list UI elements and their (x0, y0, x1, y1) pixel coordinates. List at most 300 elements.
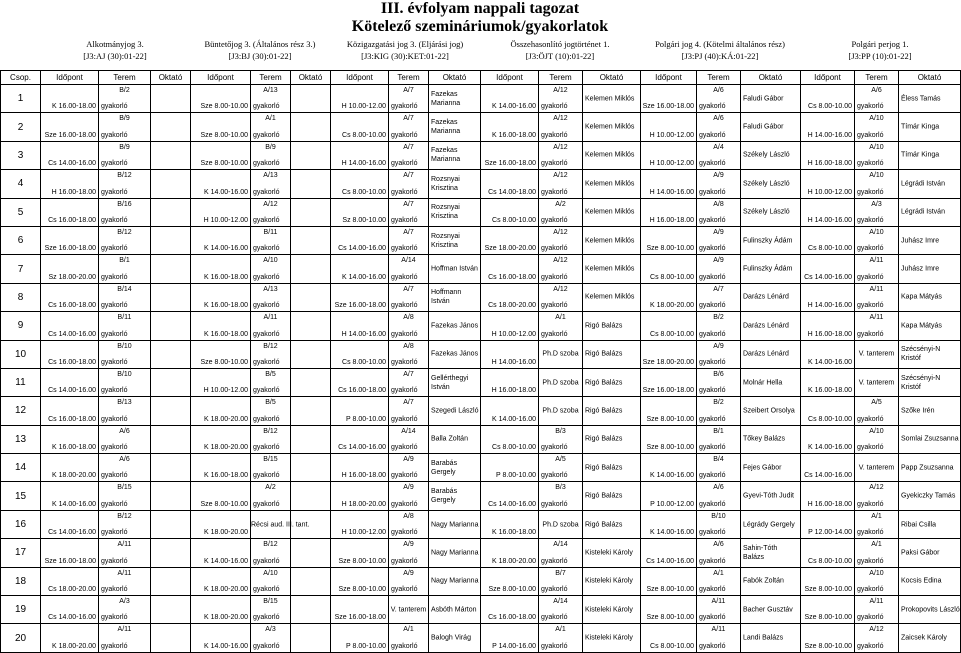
room-text: B/10 (117, 342, 132, 350)
teacher-cell (151, 226, 191, 254)
room-type-text: gyakorló (541, 188, 568, 196)
header-teacher: Oktató (151, 71, 191, 85)
room-type-text: gyakorló (253, 358, 280, 366)
room-text: Récsi aud. III. tant. (251, 521, 310, 529)
teacher-text: Légrádi István (901, 180, 945, 188)
time-cell (481, 198, 539, 226)
teacher-cell (741, 198, 801, 226)
group-number: 2 (1, 113, 41, 141)
room-cell (389, 312, 429, 340)
time-cell (641, 255, 697, 283)
room-cell (697, 113, 741, 141)
room-text: A/12 (553, 143, 568, 151)
group-number: 9 (1, 312, 41, 340)
room-type-text: gyakorló (857, 586, 884, 594)
time-cell (641, 368, 697, 396)
teacher-cell (429, 624, 481, 652)
room-text: B/15 (117, 484, 132, 492)
room-text: A/3 (265, 626, 276, 634)
time-cell (331, 85, 389, 113)
room-text: A/7 (403, 228, 414, 236)
course-name: Alkotmányjog 3. (86, 39, 144, 49)
time-cell (191, 539, 251, 567)
room-text: V. tanterem (858, 379, 895, 387)
teacher-cell (151, 85, 191, 113)
teacher-text: Nagy Marianna (431, 521, 479, 529)
time-cell (481, 113, 539, 141)
time-text: K 18.00-20.00 (52, 472, 96, 480)
time-cell (641, 454, 697, 482)
time-cell (41, 170, 99, 198)
room-text: A/1 (713, 569, 724, 577)
time-text: Cs 14.00-16.00 (488, 500, 536, 508)
time-text: K 14.00-16.00 (204, 245, 248, 253)
teacher-cell (429, 312, 481, 340)
teacher-cell (291, 283, 331, 311)
room-cell (389, 596, 429, 624)
room-cell (855, 170, 899, 198)
room-text: A/12 (553, 87, 568, 94)
room-cell (539, 510, 583, 538)
teacher-cell (899, 482, 961, 510)
course-code: [J3:PP (10):01-22] (848, 51, 912, 61)
room-type-text: gyakorló (541, 557, 568, 565)
header-room: Terem (251, 71, 291, 85)
time-text: H 10.00-12.00 (341, 103, 386, 111)
time-text: Cs 16.00-18.00 (338, 387, 386, 395)
teacher-cell (151, 425, 191, 453)
teacher-cell (151, 283, 191, 311)
teacher-text: Rigó Balázs (585, 322, 623, 330)
room-text: A/9 (403, 541, 414, 549)
time-cell (41, 198, 99, 226)
time-text: Sze 8.00-10.00 (646, 614, 694, 622)
room-type-text: gyakorló (699, 188, 726, 196)
time-cell (41, 283, 99, 311)
table-row (1, 113, 961, 141)
room-type-text: gyakorló (391, 358, 418, 366)
room-cell (539, 340, 583, 368)
room-text: B/5 (265, 370, 276, 378)
room-type-text: gyakorló (253, 444, 280, 452)
teacher-cell (291, 141, 331, 169)
time-text: K 14.00-16.00 (204, 188, 248, 196)
room-text: A/12 (553, 172, 568, 180)
time-text: K 14.00-16.00 (204, 642, 248, 650)
room-cell (251, 340, 291, 368)
room-text: B/2 (713, 314, 724, 322)
teacher-cell (583, 283, 641, 311)
group-number: 14 (1, 454, 41, 482)
room-text: A/8 (403, 314, 414, 322)
table-row (1, 226, 961, 254)
room-text: A/7 (403, 370, 414, 378)
room-type-text: gyakorló (101, 500, 128, 508)
teacher-text: Bacher Gusztáv (743, 606, 793, 614)
room-type-text: gyakorló (391, 500, 418, 508)
room-type-text: gyakorló (541, 330, 568, 338)
room-text: B/1 (119, 257, 130, 265)
time-cell (801, 340, 855, 368)
room-text: A/11 (869, 285, 884, 293)
room-text: B/12 (117, 228, 132, 236)
teacher-text: Kelemen Miklós (585, 95, 635, 103)
time-cell (481, 510, 539, 538)
room-type-text: gyakorló (541, 642, 568, 650)
room-text: A/10 (869, 172, 884, 180)
table-row (1, 368, 961, 396)
table-row (1, 340, 961, 368)
time-text: P 8.00-10.00 (346, 642, 386, 650)
time-text: K 16.00-18.00 (204, 472, 248, 480)
table-row (1, 539, 961, 567)
time-text: K 14.00-16.00 (808, 358, 852, 366)
time-text: K 14.00-16.00 (492, 415, 536, 423)
time-cell (41, 85, 99, 113)
room-cell (389, 510, 429, 538)
teacher-cell (899, 397, 961, 425)
time-text: K 18.00-20.00 (492, 557, 536, 565)
teacher-cell (429, 340, 481, 368)
time-text: Sze 8.00-10.00 (338, 586, 386, 594)
room-text: A/13 (263, 172, 278, 180)
room-type-text: gyakorló (857, 444, 884, 452)
time-cell (641, 539, 697, 567)
time-text: Sze 8.00-10.00 (804, 586, 852, 594)
room-text: A/6 (119, 456, 130, 464)
group-number: 15 (1, 482, 41, 510)
room-cell (539, 397, 583, 425)
room-text: B/2 (119, 87, 130, 94)
table-row (1, 397, 961, 425)
room-cell (855, 510, 899, 538)
time-cell (331, 510, 389, 538)
time-cell (331, 539, 389, 567)
room-cell (251, 539, 291, 567)
time-cell (801, 624, 855, 652)
table-row (1, 283, 961, 311)
teacher-cell (151, 454, 191, 482)
teacher-cell (291, 539, 331, 567)
time-text: K 18.00-20.00 (204, 444, 248, 452)
room-cell (251, 368, 291, 396)
teacher-cell (741, 141, 801, 169)
room-text: A/8 (403, 342, 414, 350)
room-text: A/11 (263, 314, 278, 322)
time-cell (641, 510, 697, 538)
teacher-cell (291, 198, 331, 226)
room-cell (855, 454, 899, 482)
teacher-cell (291, 85, 331, 113)
time-cell (41, 567, 99, 595)
teacher-text: Nagy Marianna (431, 549, 479, 557)
room-type-text: gyakorló (101, 614, 128, 622)
room-text: A/10 (869, 228, 884, 236)
room-text: A/6 (713, 484, 724, 492)
time-text: Cs 14.00-16.00 (48, 387, 96, 395)
room-cell (389, 255, 429, 283)
time-cell (481, 85, 539, 113)
room-type-text: gyakorló (253, 472, 280, 480)
room-text: B/10 (711, 512, 726, 520)
room-text: A/14 (553, 541, 568, 549)
teacher-text: Darázs Lénárd (743, 350, 789, 358)
room-type-text: gyakorló (699, 500, 726, 508)
time-cell (481, 596, 539, 624)
room-type-text: gyakorló (391, 302, 418, 310)
room-cell (389, 113, 429, 141)
room-type-text: gyakorló (541, 586, 568, 594)
room-text: V. tanterem (858, 350, 895, 358)
room-cell (855, 283, 899, 311)
room-text: B/12 (263, 427, 278, 435)
teacher-cell (291, 397, 331, 425)
room-type-text: gyakorló (541, 444, 568, 452)
room-cell (99, 226, 151, 254)
room-text: A/7 (403, 200, 414, 208)
course-code: [J3:PJ (40):KÁ:01-22] (681, 51, 759, 61)
time-text: Sze 16.00-18.00 (44, 245, 96, 253)
header-teacher: Oktató (583, 71, 641, 85)
teacher-cell (583, 454, 641, 482)
teacher-cell (291, 567, 331, 595)
room-text: A/7 (403, 87, 414, 94)
room-type-text: gyakorló (857, 415, 884, 423)
group-number: 6 (1, 226, 41, 254)
time-text: Cs 8.00-10.00 (808, 415, 852, 423)
time-text: K 16.00-18.00 (204, 302, 248, 310)
time-cell (481, 283, 539, 311)
time-text: H 16.00-18.00 (807, 160, 852, 168)
teacher-text: Rozsnyai Krisztina (431, 232, 460, 249)
room-cell (855, 141, 899, 169)
room-text: A/1 (871, 512, 882, 520)
group-number: 20 (1, 624, 41, 652)
room-text: B/11 (117, 314, 132, 322)
time-text: P 8.00-10.00 (496, 472, 536, 480)
time-text: H 10.00-12.00 (807, 188, 852, 196)
time-cell (481, 539, 539, 567)
table-row (1, 454, 961, 482)
table-row (1, 141, 961, 169)
time-text: H 14.00-16.00 (807, 131, 852, 139)
time-text: K 14.00-16.00 (808, 444, 852, 452)
time-text: K 18.00-20.00 (204, 529, 248, 537)
room-cell (389, 170, 429, 198)
teacher-cell (151, 482, 191, 510)
group-number: 10 (1, 340, 41, 368)
room-cell (697, 141, 741, 169)
room-type-text: gyakorló (699, 586, 726, 594)
teacher-text: Kisteleki Károly (585, 606, 633, 614)
room-cell (539, 454, 583, 482)
time-cell (801, 283, 855, 311)
time-cell (191, 454, 251, 482)
room-text: B/14 (117, 285, 132, 293)
time-cell (191, 226, 251, 254)
time-cell (801, 198, 855, 226)
teacher-cell (151, 113, 191, 141)
room-type-text: gyakorló (857, 557, 884, 565)
time-cell (41, 624, 99, 652)
room-cell (539, 170, 583, 198)
teacher-cell (583, 141, 641, 169)
teacher-text: Kelemen Miklós (585, 293, 635, 301)
teacher-text: Somlai Zsuzsanna (901, 435, 959, 443)
teacher-text: Fazekas Marianna (431, 119, 461, 136)
room-type-text: gyakorló (857, 103, 884, 111)
teacher-text: Papp Zsuzsanna (901, 464, 954, 472)
teacher-text: Juhász Imre (901, 237, 940, 245)
room-text: B/3 (555, 427, 566, 435)
time-cell (191, 567, 251, 595)
teacher-cell (429, 198, 481, 226)
room-type-text: gyakorló (857, 302, 884, 310)
room-type-text: gyakorló (699, 614, 726, 622)
teacher-cell (429, 85, 481, 113)
room-text: A/1 (555, 314, 566, 322)
room-type-text: gyakorló (857, 273, 884, 281)
room-text: A/14 (553, 598, 568, 606)
teacher-cell (899, 255, 961, 283)
room-cell (99, 198, 151, 226)
teacher-text: Fulinszky Ádám (743, 265, 793, 273)
time-text: P 10.00-12.00 (650, 500, 694, 508)
time-cell (331, 255, 389, 283)
room-cell (539, 425, 583, 453)
room-text: A/7 (403, 143, 414, 151)
room-cell (99, 425, 151, 453)
time-text: Cs 14.00-16.00 (338, 245, 386, 253)
room-text: B/12 (117, 512, 132, 520)
room-type-text: gyakorló (857, 216, 884, 224)
room-cell (697, 340, 741, 368)
time-text: H 14.00-16.00 (491, 358, 536, 366)
table-row (1, 567, 961, 595)
teacher-cell (583, 425, 641, 453)
teacher-cell (429, 283, 481, 311)
room-type-text: gyakorló (699, 529, 726, 537)
teacher-text: Kisteleki Károly (585, 549, 633, 557)
room-type-text: gyakorló (391, 216, 418, 224)
time-cell (641, 226, 697, 254)
room-cell (855, 113, 899, 141)
time-text: Sze 16.00-18.00 (334, 614, 386, 622)
teacher-cell (583, 539, 641, 567)
teacher-text: Rozsnyai Krisztina (431, 175, 460, 192)
time-cell (41, 340, 99, 368)
teacher-cell (741, 454, 801, 482)
room-text: A/11 (117, 569, 132, 577)
teacher-text: Landi Balázs (743, 634, 784, 642)
time-text: K 18.00-20.00 (52, 642, 96, 650)
time-text: H 10.00-12.00 (649, 131, 694, 139)
teacher-cell (583, 312, 641, 340)
room-type-text: gyakorló (253, 302, 280, 310)
teacher-cell (741, 113, 801, 141)
teacher-cell (291, 255, 331, 283)
time-text: Cs 8.00-10.00 (650, 642, 694, 650)
room-cell (697, 85, 741, 113)
teacher-cell (899, 567, 961, 595)
time-cell (801, 510, 855, 538)
room-cell (855, 425, 899, 453)
time-cell (481, 397, 539, 425)
room-cell (855, 539, 899, 567)
teacher-cell (429, 425, 481, 453)
time-cell (331, 113, 389, 141)
room-text: A/10 (869, 427, 884, 435)
teacher-cell (151, 198, 191, 226)
teacher-cell (899, 141, 961, 169)
room-cell (389, 482, 429, 510)
time-text: Cs 8.00-10.00 (808, 103, 852, 111)
course-header-6 (800, 38, 960, 62)
room-type-text: gyakorló (541, 500, 568, 508)
teacher-text: Rozsnyai Krisztina (431, 204, 460, 221)
room-cell (251, 397, 291, 425)
teacher-text: Szőke Irén (901, 407, 935, 415)
room-cell (389, 397, 429, 425)
room-type-text: gyakorló (391, 444, 418, 452)
time-text: Cs 14.00-16.00 (804, 273, 852, 281)
teacher-text: Székely László (743, 208, 790, 216)
time-text: K 18.00-20.00 (204, 586, 248, 594)
room-type-text: gyakorló (699, 358, 726, 366)
teacher-text: Darázs Lénárd (743, 322, 789, 330)
room-type-text: gyakorló (391, 245, 418, 253)
time-cell (481, 312, 539, 340)
time-cell (191, 283, 251, 311)
time-text: Cs 8.00-10.00 (342, 131, 386, 139)
room-text: A/8 (403, 512, 414, 520)
time-text: Sze 8.00-10.00 (488, 586, 536, 594)
room-type-text: gyakorló (541, 472, 568, 480)
room-text: A/10 (263, 257, 278, 265)
time-cell (331, 482, 389, 510)
room-cell (855, 85, 899, 113)
room-cell (697, 596, 741, 624)
teacher-text: Fulinszky Ádám (743, 237, 793, 245)
teacher-text: Rigó Balázs (585, 464, 623, 472)
room-text: A/9 (403, 484, 414, 492)
room-type-text: gyakorló (101, 472, 128, 480)
header-time: Időpont (41, 71, 99, 85)
teacher-cell (583, 368, 641, 396)
room-text: A/7 (403, 115, 414, 123)
room-cell (539, 312, 583, 340)
time-text: Cs 14.00-16.00 (338, 444, 386, 452)
room-text: A/11 (117, 626, 132, 634)
time-text: Cs 8.00-10.00 (808, 245, 852, 253)
room-cell (99, 170, 151, 198)
room-cell (855, 596, 899, 624)
time-text: Cs 8.00-10.00 (650, 330, 694, 338)
teacher-cell (899, 539, 961, 567)
time-text: Sze 8.00-10.00 (338, 557, 386, 565)
teacher-text: Sahin-Tóth Balázs (743, 544, 778, 561)
course-name: Büntetőjog 3. (Általános rész 3.) (204, 39, 316, 49)
group-number: 18 (1, 567, 41, 595)
teacher-cell (429, 226, 481, 254)
time-cell (801, 454, 855, 482)
room-cell (251, 255, 291, 283)
room-cell (389, 539, 429, 567)
room-type-text: gyakorló (541, 160, 568, 168)
time-text: Sze 18.00-20.00 (484, 245, 536, 253)
room-text: A/12 (553, 257, 568, 265)
room-cell (539, 141, 583, 169)
